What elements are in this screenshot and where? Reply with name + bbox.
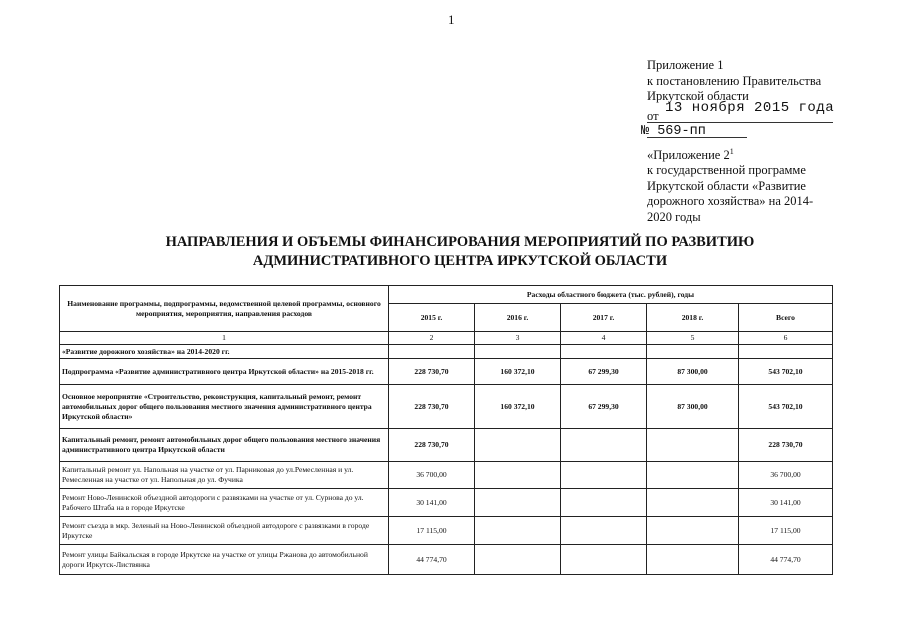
- cell-2016: [475, 429, 561, 462]
- cell-2015: 17 115,00: [389, 517, 475, 545]
- table-row: [60, 429, 833, 462]
- cell-2017: [561, 345, 647, 359]
- cell-2016: [475, 489, 561, 517]
- cell-2017: 67 299,30: [561, 359, 647, 385]
- header-year-2016: 2016 г.: [475, 304, 561, 332]
- column-number: 5: [647, 332, 739, 345]
- cell-total: 228 730,70: [739, 429, 833, 462]
- appendix-2-label: «Приложение 2: [647, 147, 730, 162]
- resolution-number-row: [641, 123, 842, 140]
- appendix-line-7: дорожного хозяйства» на 2014-: [647, 194, 814, 209]
- table-row: [60, 517, 833, 545]
- cell-2018: 87 300,00: [647, 359, 739, 385]
- cell-2015: 228 730,70: [389, 359, 475, 385]
- cell-2017: [561, 545, 647, 575]
- table-row: [60, 345, 833, 359]
- row-name: Ремонт Ново-Ленинской объездной автодороги с развязками на участке от ул. Сурнова до ул. Рабочего Штаба на в городе Иркутске: [60, 489, 389, 517]
- appendix-line-8: 2020 годы: [647, 209, 701, 224]
- column-number: 6: [739, 332, 833, 345]
- cell-2015: 44 774,70: [389, 545, 475, 575]
- row-name: Ремонт улицы Байкальская в городе Иркутске на участке от улицы Ржанова до автомобильной дороги Иркутск-Листвянка: [60, 545, 389, 575]
- cell-2015: 36 700,00: [389, 462, 475, 489]
- appendix-line-2: к постановлению Правительства: [647, 73, 822, 88]
- cell-2016: [475, 517, 561, 545]
- document-title: [100, 233, 820, 271]
- cell-2018: 87 300,00: [647, 385, 739, 429]
- appendix-line-5: к государственной программе: [647, 163, 806, 178]
- cell-2018: [647, 345, 739, 359]
- cell-2017: [561, 489, 647, 517]
- column-number: 4: [561, 332, 647, 345]
- number-underline: [647, 137, 747, 138]
- cell-total: 17 115,00: [739, 517, 833, 545]
- cell-total: 44 774,70: [739, 545, 833, 575]
- cell-2016: [475, 345, 561, 359]
- cell-2018: [647, 545, 739, 575]
- appendix-block: [641, 58, 842, 225]
- page-number: 1: [448, 12, 455, 27]
- cell-2018: [647, 429, 739, 462]
- column-number: 2: [389, 332, 475, 345]
- cell-total: [739, 345, 833, 359]
- appendix-line-6: Иркутской области «Развитие: [647, 178, 806, 193]
- table-row: [60, 462, 833, 489]
- resolution-date-row: [647, 99, 842, 123]
- row-name: «Развитие дорожного хозяйства» на 2014-2020 гг.: [60, 345, 389, 359]
- table-row: [60, 489, 833, 517]
- header-year-2018: 2018 г.: [647, 304, 739, 332]
- cell-2016: 160 372,10: [475, 385, 561, 429]
- appendix-line-3: Иркутской области: [647, 89, 749, 103]
- cell-2017: [561, 462, 647, 489]
- cell-total: 36 700,00: [739, 462, 833, 489]
- table-row: [60, 545, 833, 575]
- cell-2015: [389, 345, 475, 359]
- header-year-2017: 2017 г.: [561, 304, 647, 332]
- cell-2018: [647, 462, 739, 489]
- appendix-2-heading: [647, 144, 842, 164]
- cell-2015: 30 141,00: [389, 489, 475, 517]
- cell-2016: 160 372,10: [475, 359, 561, 385]
- cell-2015: 228 730,70: [389, 385, 475, 429]
- cell-2016: [475, 545, 561, 575]
- table-row: [60, 359, 833, 385]
- cell-total: 543 702,10: [739, 359, 833, 385]
- row-name: Подпрограмма «Развитие административного центра Иркутской области» на 2015-2018 гг.: [60, 359, 389, 385]
- header-expenses: Расходы областного бюджета (тыс. рублей), годы: [389, 286, 833, 304]
- header-name: Наименование программы, подпрограммы, ведомственной целевой программы, основного мероприятия, мероприятия, направления расходов: [60, 286, 389, 332]
- cell-2017: [561, 517, 647, 545]
- column-number: 1: [60, 332, 389, 345]
- financing-table: [59, 285, 833, 575]
- table-row: [60, 385, 833, 429]
- appendix-2-superscript: 1: [729, 146, 734, 156]
- cell-2018: [647, 517, 739, 545]
- cell-2018: [647, 489, 739, 517]
- header-total: Всего: [739, 304, 833, 332]
- row-name: Капитальный ремонт, ремонт автомобильных дорог общего пользования местного значения административного центра Иркутской области: [60, 429, 389, 462]
- header-year-2015: 2015 г.: [389, 304, 475, 332]
- cell-2017: [561, 429, 647, 462]
- resolution-number: № 569-пп: [641, 123, 706, 139]
- appendix-line-1: Приложение 1: [647, 58, 724, 72]
- row-name: Капитальный ремонт ул. Напольная на участке от ул. Парниковая до ул.Ремесленная и ул. Ремесленная на участке от ул. Напольная до ул. Фучика: [60, 462, 389, 489]
- cell-2015: 228 730,70: [389, 429, 475, 462]
- date-prefix: от: [647, 108, 659, 123]
- cell-total: 543 702,10: [739, 385, 833, 429]
- resolution-date: 13 ноября 2015 года: [665, 99, 835, 116]
- row-name: Основное мероприятие «Строительство, реконструкция, капитальный ремонт, ремонт автомобильных дорог общего пользования местного значения административного центра Иркутской области»: [60, 385, 389, 429]
- column-number: 3: [475, 332, 561, 345]
- cell-2016: [475, 462, 561, 489]
- row-name: Ремонт съезда в мкр. Зеленый на Ново-Ленинской объездной автодороге с развязками в городе Иркутске: [60, 517, 389, 545]
- cell-2017: 67 299,30: [561, 385, 647, 429]
- title-line-1: НАПРАВЛЕНИЯ И ОБЪЕМЫ ФИНАНСИРОВАНИЯ МЕРОПРИЯТИЙ ПО РАЗВИТИЮ: [165, 234, 755, 250]
- cell-total: 30 141,00: [739, 489, 833, 517]
- title-line-2: АДМИНИСТРАТИВНОГО ЦЕНТРА ИРКУТСКОЙ ОБЛАСТИ: [252, 253, 668, 269]
